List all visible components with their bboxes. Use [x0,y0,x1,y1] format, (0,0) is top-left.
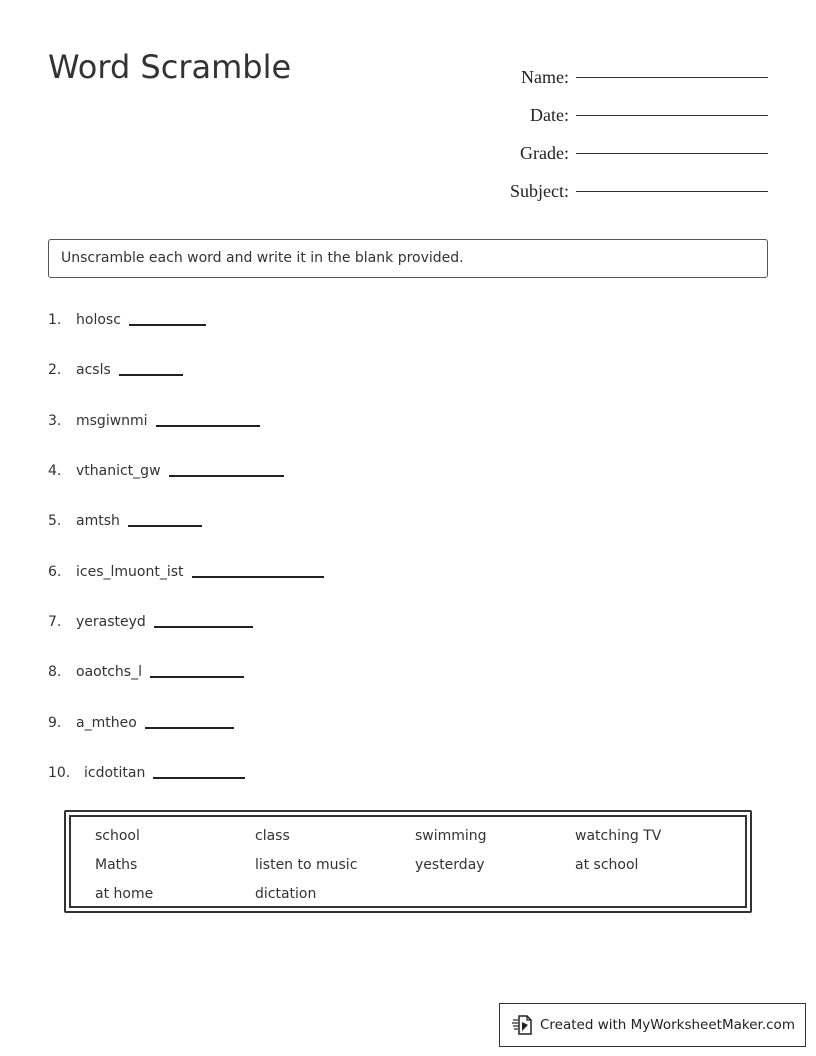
word-bank-item: at home [95,886,154,902]
subject-label: Subject: [510,181,569,201]
scrambled-word: holosc [76,312,121,328]
item-number: 8. [48,664,62,680]
word-bank-item: Maths [95,857,138,873]
footer-credit[interactable] [499,1003,806,1047]
list-item [48,656,244,680]
answer-blank[interactable] [145,727,234,729]
word-bank [64,810,752,913]
word-bank-item: class [255,828,290,844]
list-item [48,354,183,378]
item-number: 9. [48,715,62,731]
grade-line[interactable] [576,153,768,154]
word-bank-item: watching TV [575,828,662,844]
item-number: 7. [48,614,62,630]
scrambled-word: icdotitan [84,765,146,781]
scrambled-word: vthanict_gw [76,463,161,479]
list-item [48,606,253,630]
subject-line[interactable] [576,191,768,192]
answer-blank[interactable] [153,777,245,779]
list-item [48,505,202,529]
item-number: 10. [48,765,71,781]
name-field[interactable] [510,52,768,90]
answer-blank[interactable] [150,676,244,678]
answer-blank[interactable] [128,525,202,527]
scrambled-word: amtsh [76,513,120,529]
word-bank-item: at school [575,857,639,873]
scrambled-word: ices_lmuont_ist [76,564,184,580]
list-item [48,556,324,580]
scrambled-word: acsls [76,362,111,378]
word-bank-inner [69,815,747,908]
answer-blank[interactable] [169,475,284,477]
scrambled-word: yerasteyd [76,614,146,630]
list-item [48,757,245,781]
list-item [48,455,284,479]
item-number: 1. [48,312,62,328]
answer-blank[interactable] [156,425,260,427]
word-bank-item: swimming [415,828,487,844]
date-field[interactable] [510,90,768,128]
grade-label: Grade: [520,143,569,163]
item-number: 6. [48,564,62,580]
name-label: Name: [521,67,569,87]
page-title: Word Scramble [48,48,292,86]
list-item [48,707,234,731]
date-line[interactable] [576,115,768,116]
item-number: 5. [48,513,62,529]
item-number: 2. [48,362,62,378]
item-number: 4. [48,463,62,479]
instructions-box: Unscramble each word and write it in the blank provided. [48,239,768,278]
word-bank-item: listen to music [255,857,358,873]
item-number: 3. [48,413,62,429]
scrambled-word: msgiwnmi [76,413,148,429]
student-info-fields [510,52,768,204]
scrambled-word: oaotchs_l [76,664,142,680]
word-bank-item: dictation [255,886,317,902]
subject-field[interactable] [510,166,768,204]
worksheet-maker-logo-icon [512,1014,532,1036]
list-item [48,304,206,328]
answer-blank[interactable] [119,374,183,376]
footer-text: Created with MyWorksheetMaker.com [540,1017,795,1033]
word-bank-item: school [95,828,140,844]
grade-field[interactable] [510,128,768,166]
scrambled-word: a_mtheo [76,715,137,731]
answer-blank[interactable] [129,324,206,326]
date-label: Date: [530,105,569,125]
word-bank-item: yesterday [415,857,485,873]
name-line[interactable] [576,77,768,78]
list-item [48,405,260,429]
answer-blank[interactable] [192,576,324,578]
answer-blank[interactable] [154,626,253,628]
